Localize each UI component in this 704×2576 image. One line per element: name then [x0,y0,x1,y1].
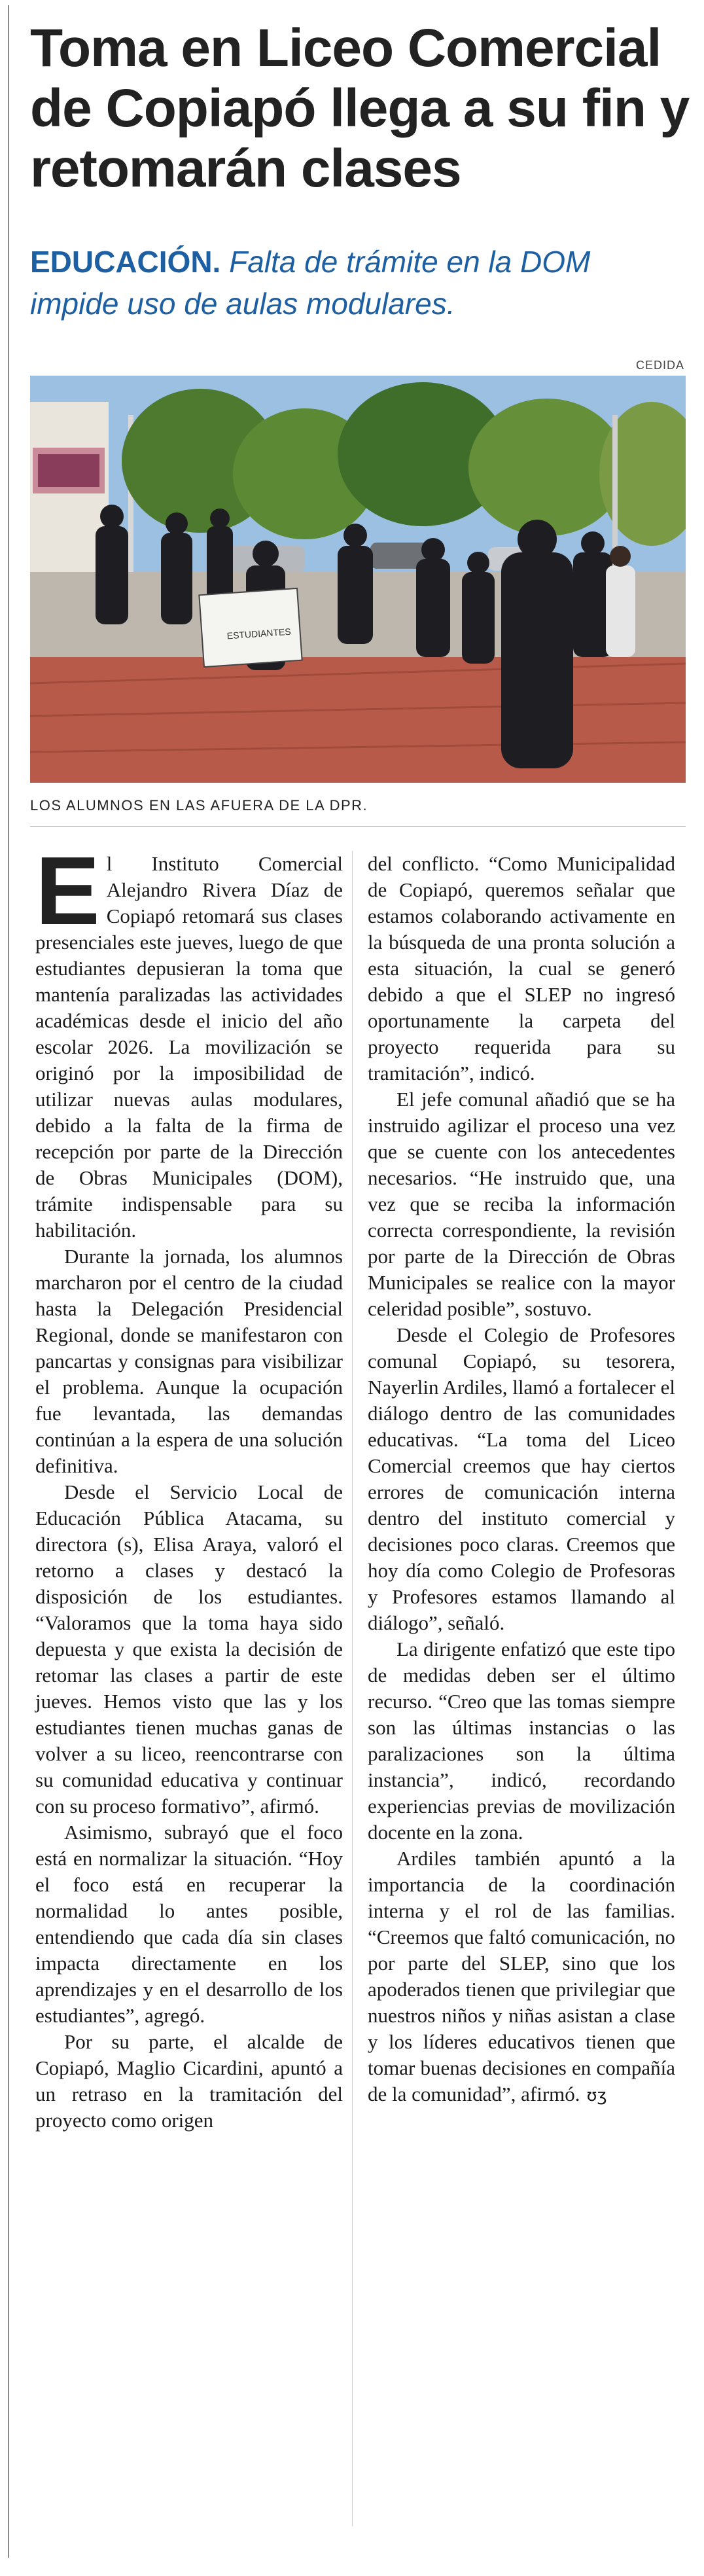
left-border-rule [8,5,9,2558]
section-label: EDUCACIÓN. [30,245,221,279]
headline-line: retomarán clases [30,139,461,198]
deck [30,241,691,325]
body-paragraph: Desde el Servicio Local de Educación Pública Atacama, su directora (s), Elisa Araya, valoró el retorno a clases y destacó la disposición de los estudiantes. “Valoramos que la toma haya sido depuesta y que exista la decisión de retomar las clases a partir de este jueves. Hemos visto que las y los estudiantes tienen muchas ganas de volver a su liceo, reencontrarse con su comunidad educativa y continuar con su proceso formativo”, afirmó. [35,1480,343,1817]
body-paragraph [368,1846,675,2109]
body-paragraph: Durante la jornada, los alumnos marcharon por el centro de la ciudad hasta la Delegación Presidencial Regional, donde se manifestaron con pancartas y consignas para visibilizar el problema. Aunque la ocupación fue levantada, las demandas continúan a la espera de una solución definitiva. [35,1245,343,1477]
body-column-right [368,851,675,2109]
body-text: l Instituto Comercial Alejandro Rivera Díaz de Copiapó retomará sus clases presenciales este jueves, luego de que estudiantes depusieran la toma que mantenía paralizadas las actividades académicas desde el inicio del año escolar 2026. La movilización se originó por la imposibilidad de utilizar nuevas aulas modulares, debido a la falta de la firma de recepción por parte de la Dirección de Obras Municipales (DOM), trámite indispensable para su habilitación. [35,852,343,1242]
drop-cap: E [35,837,100,945]
body-paragraph: Desde el Colegio de Profesores comunal Copiapó, su tesorera, Nayerlin Ardiles, llamó a fortalecer el diálogo dentro de las comunidades educativas. “La toma del Liceo Comercial creemos que hay ciertos errores de comunicación interna dentro del instituto comercial y decisiones poco claras. Creemos que hoy día como Colegio de Profesoras y Profesores estamos llamando al diálogo”, señaló. [368,1323,675,1634]
article-photo [30,376,686,783]
body-text: Ardiles también apuntó a la importancia de la coordinación interna y el rol de las familias. “Creemos que faltó comunicación, no por parte del SLEP, sino que los apoderados tienen que privilegiar que nuestros niños y niñas asistan a clase y los líderes educativos tienen que tomar buenas decisiones en compañía de la comunidad”, afirmó. [368,1847,675,2105]
body-paragraph [35,837,343,1243]
body-paragraph: Por su parte, el alcalde de Copiapó, Maglio Cicardini, apuntó a un retraso en la tramitación del proyecto como origen [35,2030,343,2132]
end-mark-icon: ʊʒ [586,2086,607,2105]
headline-line: Toma en Liceo Comercial [30,18,661,78]
photo-credit: CEDIDA [635,359,684,372]
caption-rule [30,826,686,827]
column-divider [352,851,353,2526]
headline-line: de Copiapó llega a su fin y [30,79,690,138]
body-paragraph: La dirigente enfatizó que este tipo de medidas deben ser el último recurso. “Creo que las tomas siempre son las últimas instancias o las paralizaciones son la última instancia”, indicó, recordando experiencias previas de movilización docente en la zona. [368,1637,675,1844]
body-paragraph: del conflicto. “Como Municipalidad de Copiapó, queremos señalar que estamos colaborando activamente en la búsqueda de una pronta solución a esta situación, la cual se generó debido a que el SLEP no ingresó oportunamente la carpeta del proyecto requerida para su tramitación”, indicó. [368,852,675,1084]
headline [30,18,690,199]
summary-line: Falta de trámite en la DOM [229,245,591,279]
body-paragraph: Asimismo, subrayó que el foco está en normalizar la situación. “Hoy el foco está en recuperar la normalidad lo antes posible, entendiendo que cada día sin clases impacta directamente en los aprendizajes y en el desarrollo de los estudiantes”, agregó. [35,1821,343,2027]
protest-sign-text: ESTUDIANTES [226,626,292,641]
body-paragraph: El jefe comunal añadió que se ha instruido agilizar el proceso una vez que se cuente con los antecedentes necesarios. “He instruido que, una vez que se reciba la información correcta correspondiente, la revisión por parte de la Dirección de Obras Municipales se realice con la mayor celeridad posible”, sostuvo. [368,1088,675,1320]
body-column-left [35,837,343,2134]
summary-line: impide uso de aulas modulares. [30,287,455,321]
photo-caption: LOS ALUMNOS EN LAS AFUERA DE LA DPR. [30,797,368,814]
